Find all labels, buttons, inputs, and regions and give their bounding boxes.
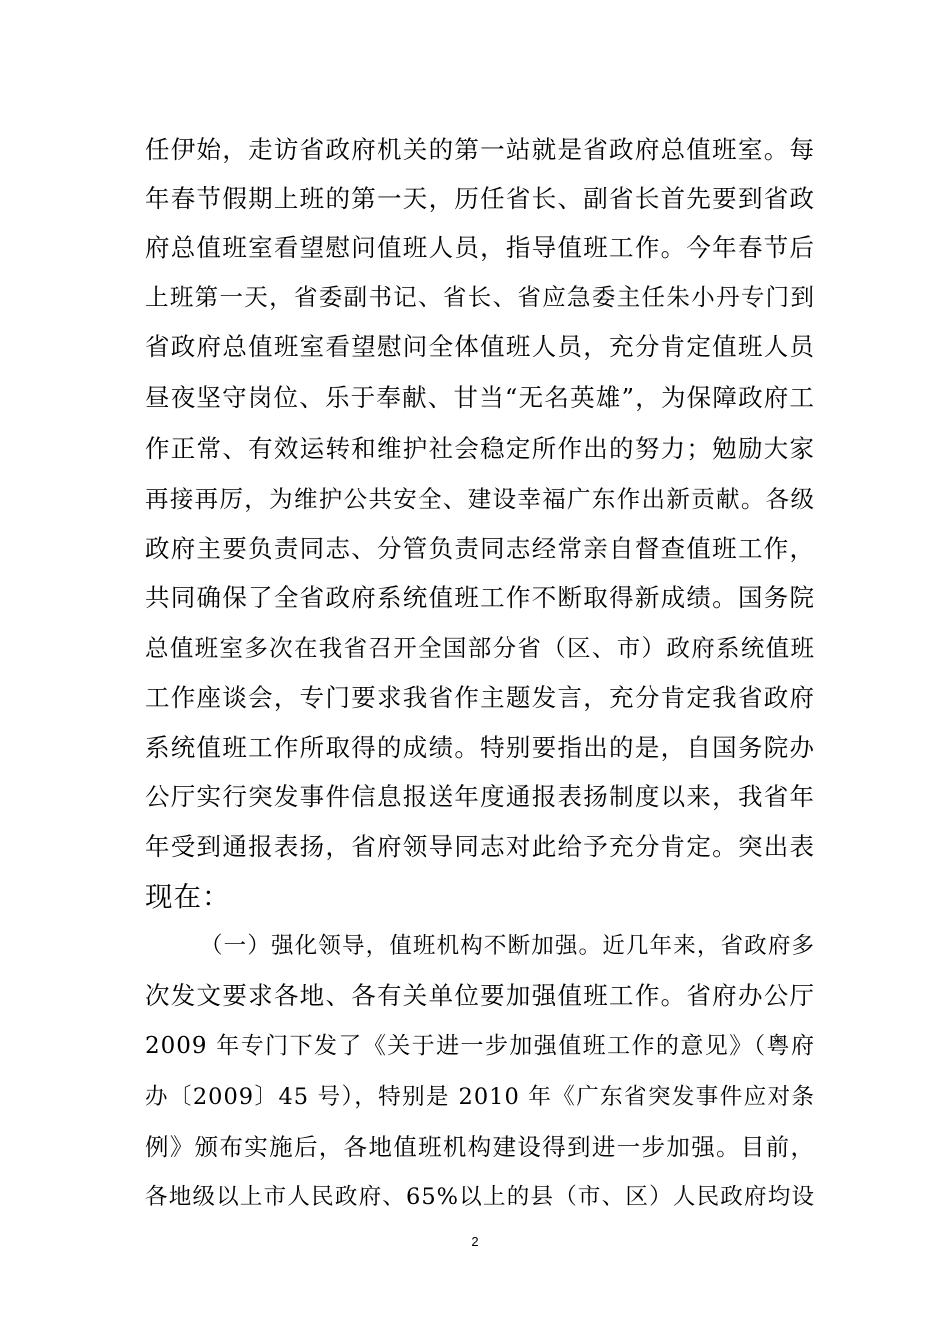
paragraph-line: 府总值班室看望慰问值班人员，指导值班工作。今年春节后	[145, 233, 815, 262]
page-number: 2	[471, 1234, 479, 1249]
paragraph-line: 共同确保了全省政府系统值班工作不断取得新成绩。国务院	[145, 583, 815, 612]
section-heading-line: （一）强化领导，值班机构不断加强。近几年来，省政府多	[200, 933, 815, 959]
paragraph-line: 2009 年专门下发了《关于进一步加强值班工作的意见》（粤府	[145, 1033, 815, 1059]
paragraph-line: 办〔2009〕45 号），特别是 2010 年《广东省突发事件应对条	[145, 1084, 815, 1110]
paragraph-line: 总值班室多次在我省召开全国部分省（区、市）政府系统值班	[145, 634, 815, 662]
paragraph-line: 年受到通报表扬，省府领导同志对此给予充分肯定。突出表	[145, 832, 815, 861]
paragraph-line: 年春节假期上班的第一天，历任省长、副省长首先要到省政	[145, 184, 815, 213]
paragraph-line: 再接再厉，为维护公共安全、建设幸福广东作出新贡献。各级	[145, 485, 815, 513]
paragraph-line: 昼夜坚守岗位、乐于奉献、甘当“无名英雄”，为保障政府工	[145, 383, 815, 412]
paragraph-line: 系统值班工作所取得的成绩。特别要指出的是，自国务院办	[145, 733, 815, 762]
paragraph-line: 各地级以上市人民政府、65%以上的县（市、区）人民政府均设	[145, 1184, 815, 1210]
paragraph-line: 例》颁布实施后，各地值班机构建设得到进一步加强。目前，	[145, 1133, 815, 1161]
paragraph-line-last: 现在：	[145, 881, 231, 913]
paragraph-line: 次发文要求各地、各有关单位要加强值班工作。省府办公厅	[145, 981, 815, 1010]
paragraph-line: 政府主要负责同志、分管负责同志经常亲自督查值班工作，	[145, 534, 815, 563]
paragraph-line: 上班第一天，省委副书记、省长、省应急委主任朱小丹专门到	[145, 283, 815, 311]
paragraph-line: 作正常、有效运转和维护社会稳定所作出的努力；勉励大家	[145, 434, 815, 463]
paragraph-line: 省政府总值班室看望慰问全体值班人员，充分肯定值班人员	[145, 332, 815, 361]
paragraph-line: 工作座谈会，专门要求我省作主题发言，充分肯定我省政府	[145, 683, 815, 712]
paragraph-line: 任伊始，走访省政府机关的第一站就是省政府总值班室。每	[145, 135, 815, 164]
paragraph-line: 公厅实行突发事件信息报送年度通报表扬制度以来，我省年	[145, 782, 815, 811]
